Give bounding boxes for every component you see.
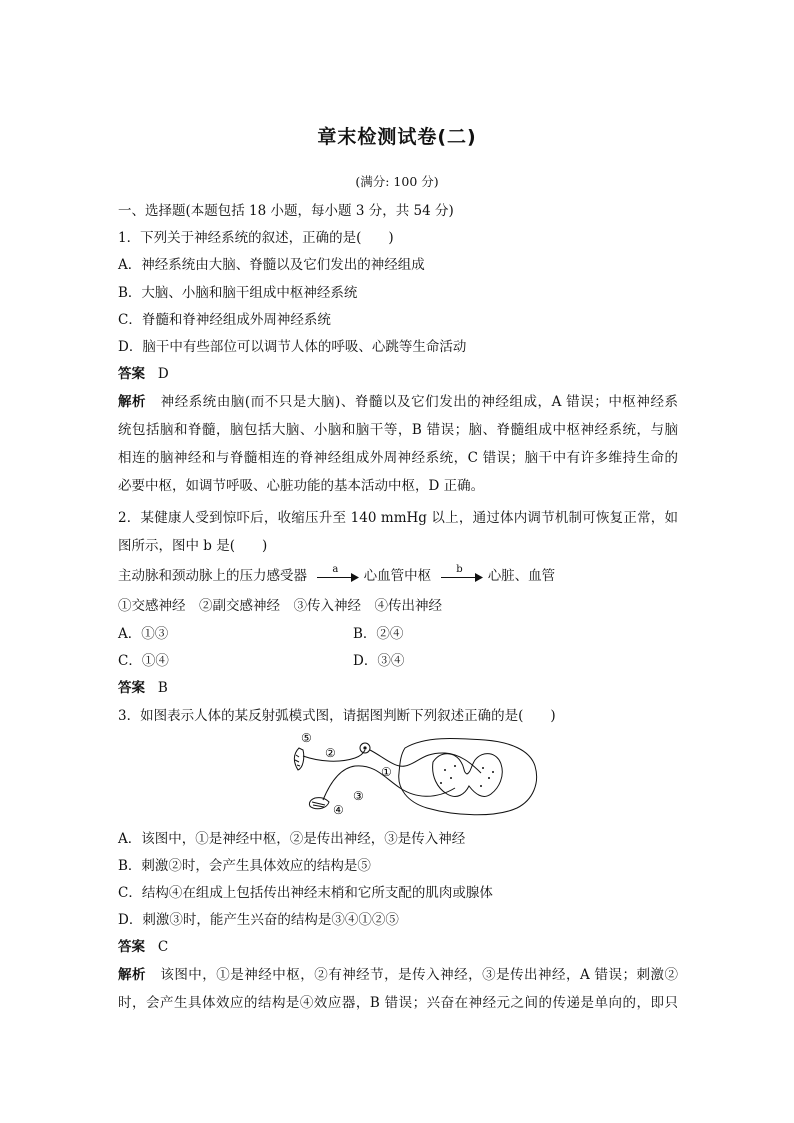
score-note: (满分: 100 分) [355,174,439,189]
q3-analysis-line-2: 时，会产生具体效应的结构是④效应器，B 错误；兴奋在神经元之间的传递是单向的，即只 [118,995,678,1011]
grey-matter [433,754,503,797]
q1-analysis-line-2: 统包括脑和脊髓，脑包括大脑、小脑和脑干等，B 错误；脑、脊髓组成中枢神经系统，与脑 [118,422,678,438]
page-title: 章末检测试卷(二) [317,126,477,148]
chain-start: 主动脉和颈动脉上的压力感受器 [118,568,307,584]
q3-stem: 3．如图表示人体的某反射弧模式图，请据图判断下列叙述正确的是( ) [118,708,556,724]
arrow-b-label: b [456,563,463,575]
q2-option-c: C．①④ [118,653,169,669]
answer-value: D [157,366,169,382]
label-4: ④ [333,803,344,817]
analysis-text: 神经系统由脑(而不只是大脑)、脊髓以及它们发出的神经组成，A 错误；中枢神经系 [160,394,679,410]
q2-options-row-2 [118,651,678,671]
q3-option-c: C．结构④在组成上包括传出神经末梢和它所支配的肌肉或腺体 [118,885,493,901]
q2-option-b: B．②④ [353,626,404,642]
q3-analysis-line-1 [118,965,678,985]
section-heading: 一、选择题(本题包括 18 小题，每小题 3 分，共 54 分) [118,203,454,219]
answer-label: 答案 [118,939,145,955]
arrow-b [435,563,483,584]
q2-option-a: A．①③ [118,626,169,642]
answer-label: 答案 [118,680,145,696]
analysis-label: 解析 [118,967,146,983]
chain-mid: 心血管中枢 [363,568,432,584]
q3-option-b: B．刺激②时，会产生具体效应的结构是⑤ [118,858,371,874]
q1-option-b: B．大脑、小脑和脑干组成中枢神经系统 [118,285,358,301]
q1-analysis-line-4: 必要中枢，如调节呼吸、心脏功能的基本活动中枢，D 正确。 [118,478,485,494]
q1-analysis-line-1 [118,392,678,412]
analysis-text: 该图中，①是神经中枢，②有神经节，是传入神经，③是传出神经，A 错误；刺激② [160,967,678,983]
q1-option-a: A．神经系统由大脑、脊髓以及它们发出的神经组成 [118,257,425,273]
label-5: ⑤ [301,731,312,745]
arrow-head-icon [351,573,359,582]
arrow-a-label: a [332,563,339,575]
q2-stem-line-1: 2．某健康人受到惊吓后，收缩压升至 140 mmHg 以上，通过体内调节机制可恢复正常，如 [118,510,678,526]
q1-option-c: C．脊髓和脊神经组成外周神经系统 [118,312,331,328]
q3-option-d: D．刺激③时，能产生兴奋的结构是③④①②⑤ [118,912,399,928]
q1-option-d: D．脑干中有些部位可以调节人体的呼吸、心跳等生命活动 [118,339,467,355]
q2-stem-line-2: 图所示，图中 b 是( ) [118,538,268,554]
answer-label: 答案 [118,366,145,382]
answer-value: B [157,680,168,696]
q2-flow-chain [118,563,678,586]
chain-end: 心脏、血管 [487,568,556,584]
q1-answer [118,364,678,384]
q2-items: ①交感神经 ②副交感神经 ③传入神经 ④传出神经 [118,598,442,614]
q1-stem: 1．下列关于神经系统的叙述，正确的是( ) [118,230,394,246]
label-1: ① [381,765,392,779]
analysis-label: 解析 [118,394,147,410]
q2-answer [118,678,678,698]
q1-analysis-line-3: 相连的脑神经和与脊髓相连的脊神经组成外周神经系统，C 错误；脑干中有许多维持生命的 [118,450,678,466]
q3-option-a: A．该图中，①是神经中枢，②是传出神经，③是传入神经 [118,831,466,847]
q3-answer [118,937,678,957]
label-3: ③ [353,789,364,803]
q2-options-row-1 [118,624,678,644]
arrow-a [311,563,359,584]
reflex-arc-diagram [285,728,550,820]
arrow-head-icon [475,573,483,582]
label-2: ② [325,746,336,760]
answer-value: C [157,939,169,955]
receptor-shape [294,748,303,770]
q2-option-d: D．③④ [353,653,405,669]
spinal-cord [399,738,537,814]
